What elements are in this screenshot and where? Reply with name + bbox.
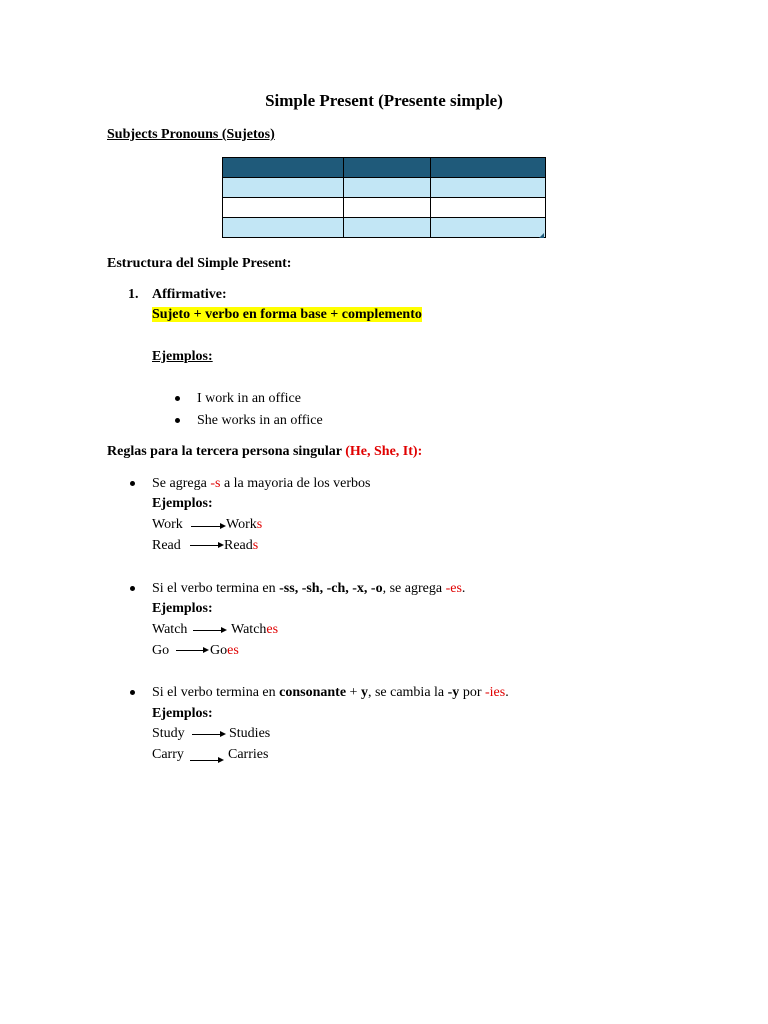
rule-suffix: -s bbox=[210, 476, 221, 491]
verb-stem: Work bbox=[226, 517, 257, 532]
verb-stem: Read bbox=[224, 538, 253, 553]
verb-base: Work bbox=[152, 517, 183, 532]
list-item: I work in an office bbox=[197, 391, 301, 406]
affirmative-label: Affirmative: bbox=[152, 287, 227, 302]
page-title: Simple Present (Presente simple) bbox=[265, 91, 503, 110]
subject-pronouns-table bbox=[222, 157, 546, 238]
subjects-heading: Subjects Pronouns (Sujetos) bbox=[107, 127, 275, 142]
arrow-right-icon bbox=[190, 760, 222, 761]
rules-heading-text: Reglas para la tercera persona singular bbox=[107, 444, 346, 459]
rule-1-text bbox=[152, 475, 371, 493]
table-cell bbox=[223, 158, 344, 178]
verb-base: Carry bbox=[152, 747, 184, 762]
examples-label: Ejemplos: bbox=[152, 601, 213, 616]
table-cell bbox=[431, 218, 546, 238]
table-row bbox=[223, 198, 546, 218]
verb-stem: Go bbox=[210, 643, 228, 658]
table-cell bbox=[344, 178, 431, 198]
table-cell bbox=[344, 198, 431, 218]
verb-base: Study bbox=[152, 726, 185, 741]
arrow-right-icon bbox=[192, 734, 224, 735]
bullet-icon bbox=[130, 481, 135, 486]
verb-suffix: s bbox=[252, 538, 259, 553]
verb-suffix: s bbox=[256, 517, 263, 532]
arrow-right-icon bbox=[190, 545, 222, 546]
structure-heading: Estructura del Simple Present: bbox=[107, 256, 292, 271]
verb-base: Go bbox=[152, 643, 170, 658]
rule-keyword: consonante bbox=[279, 685, 347, 700]
rule-keyword: y bbox=[360, 685, 368, 700]
verb-result: Studies bbox=[229, 726, 271, 741]
table-cell bbox=[223, 178, 344, 198]
list-item: She works in an office bbox=[197, 413, 323, 428]
examples-label: Ejemplos: bbox=[152, 706, 213, 721]
rule-endings: -ss, -sh, -ch, -x, -o bbox=[279, 581, 383, 596]
verb-suffix: es bbox=[266, 622, 279, 637]
verb-suffix: es bbox=[227, 643, 239, 658]
table-cell bbox=[344, 218, 431, 238]
verb-base: Read bbox=[152, 538, 181, 553]
verb-result bbox=[226, 516, 262, 534]
verb-result bbox=[210, 642, 239, 660]
verb-result bbox=[231, 621, 278, 639]
bullet-icon bbox=[130, 586, 135, 591]
rule-text: + bbox=[346, 685, 361, 700]
rule-text: , se cambia la bbox=[367, 685, 448, 700]
list-number: 1. bbox=[128, 287, 139, 302]
table-row bbox=[223, 178, 546, 198]
bullet-icon bbox=[175, 396, 180, 401]
arrow-right-icon bbox=[193, 630, 225, 631]
rule-text: por bbox=[459, 685, 485, 700]
table-header-row bbox=[223, 158, 546, 178]
table-cell bbox=[431, 198, 546, 218]
table-cell bbox=[431, 158, 546, 178]
rules-heading bbox=[107, 443, 422, 461]
verb-stem: Watch bbox=[231, 622, 267, 637]
rule-2-text bbox=[152, 580, 465, 598]
arrow-right-icon bbox=[176, 650, 207, 651]
table-cell bbox=[223, 218, 344, 238]
verb-base: Watch bbox=[152, 622, 188, 637]
rule-text: . bbox=[461, 581, 466, 596]
verb-result: Carries bbox=[228, 747, 269, 762]
examples-label: Ejemplos: bbox=[152, 349, 213, 364]
table-cell bbox=[344, 158, 431, 178]
formula-highlight: Sujeto + verbo en forma base + complemento bbox=[152, 307, 422, 322]
bullet-icon bbox=[175, 418, 180, 423]
rule-text: . bbox=[505, 685, 509, 700]
rule-suffix: -ies bbox=[484, 685, 506, 700]
rule-text: Si el verbo termina en bbox=[152, 685, 280, 700]
rule-3-text bbox=[152, 684, 509, 702]
table-resize-handle-icon bbox=[539, 233, 544, 238]
affirmative-formula bbox=[152, 306, 422, 324]
rule-text: , se agrega bbox=[382, 581, 446, 596]
rules-heading-pronouns: (He, She, It): bbox=[345, 444, 423, 459]
table-cell bbox=[223, 198, 344, 218]
verb-result bbox=[224, 537, 258, 555]
rule-text: Si el verbo termina en bbox=[152, 581, 280, 596]
rule-suffix: -es bbox=[445, 581, 462, 596]
bullet-icon bbox=[130, 690, 135, 695]
table-row bbox=[223, 218, 546, 238]
table-cell bbox=[431, 178, 546, 198]
rule-text: Se agrega bbox=[152, 476, 211, 491]
rule-text: a la mayoria de los verbos bbox=[220, 476, 371, 491]
rule-keyword: -y bbox=[447, 685, 460, 700]
arrow-right-icon bbox=[191, 526, 224, 527]
examples-label: Ejemplos: bbox=[152, 496, 213, 511]
